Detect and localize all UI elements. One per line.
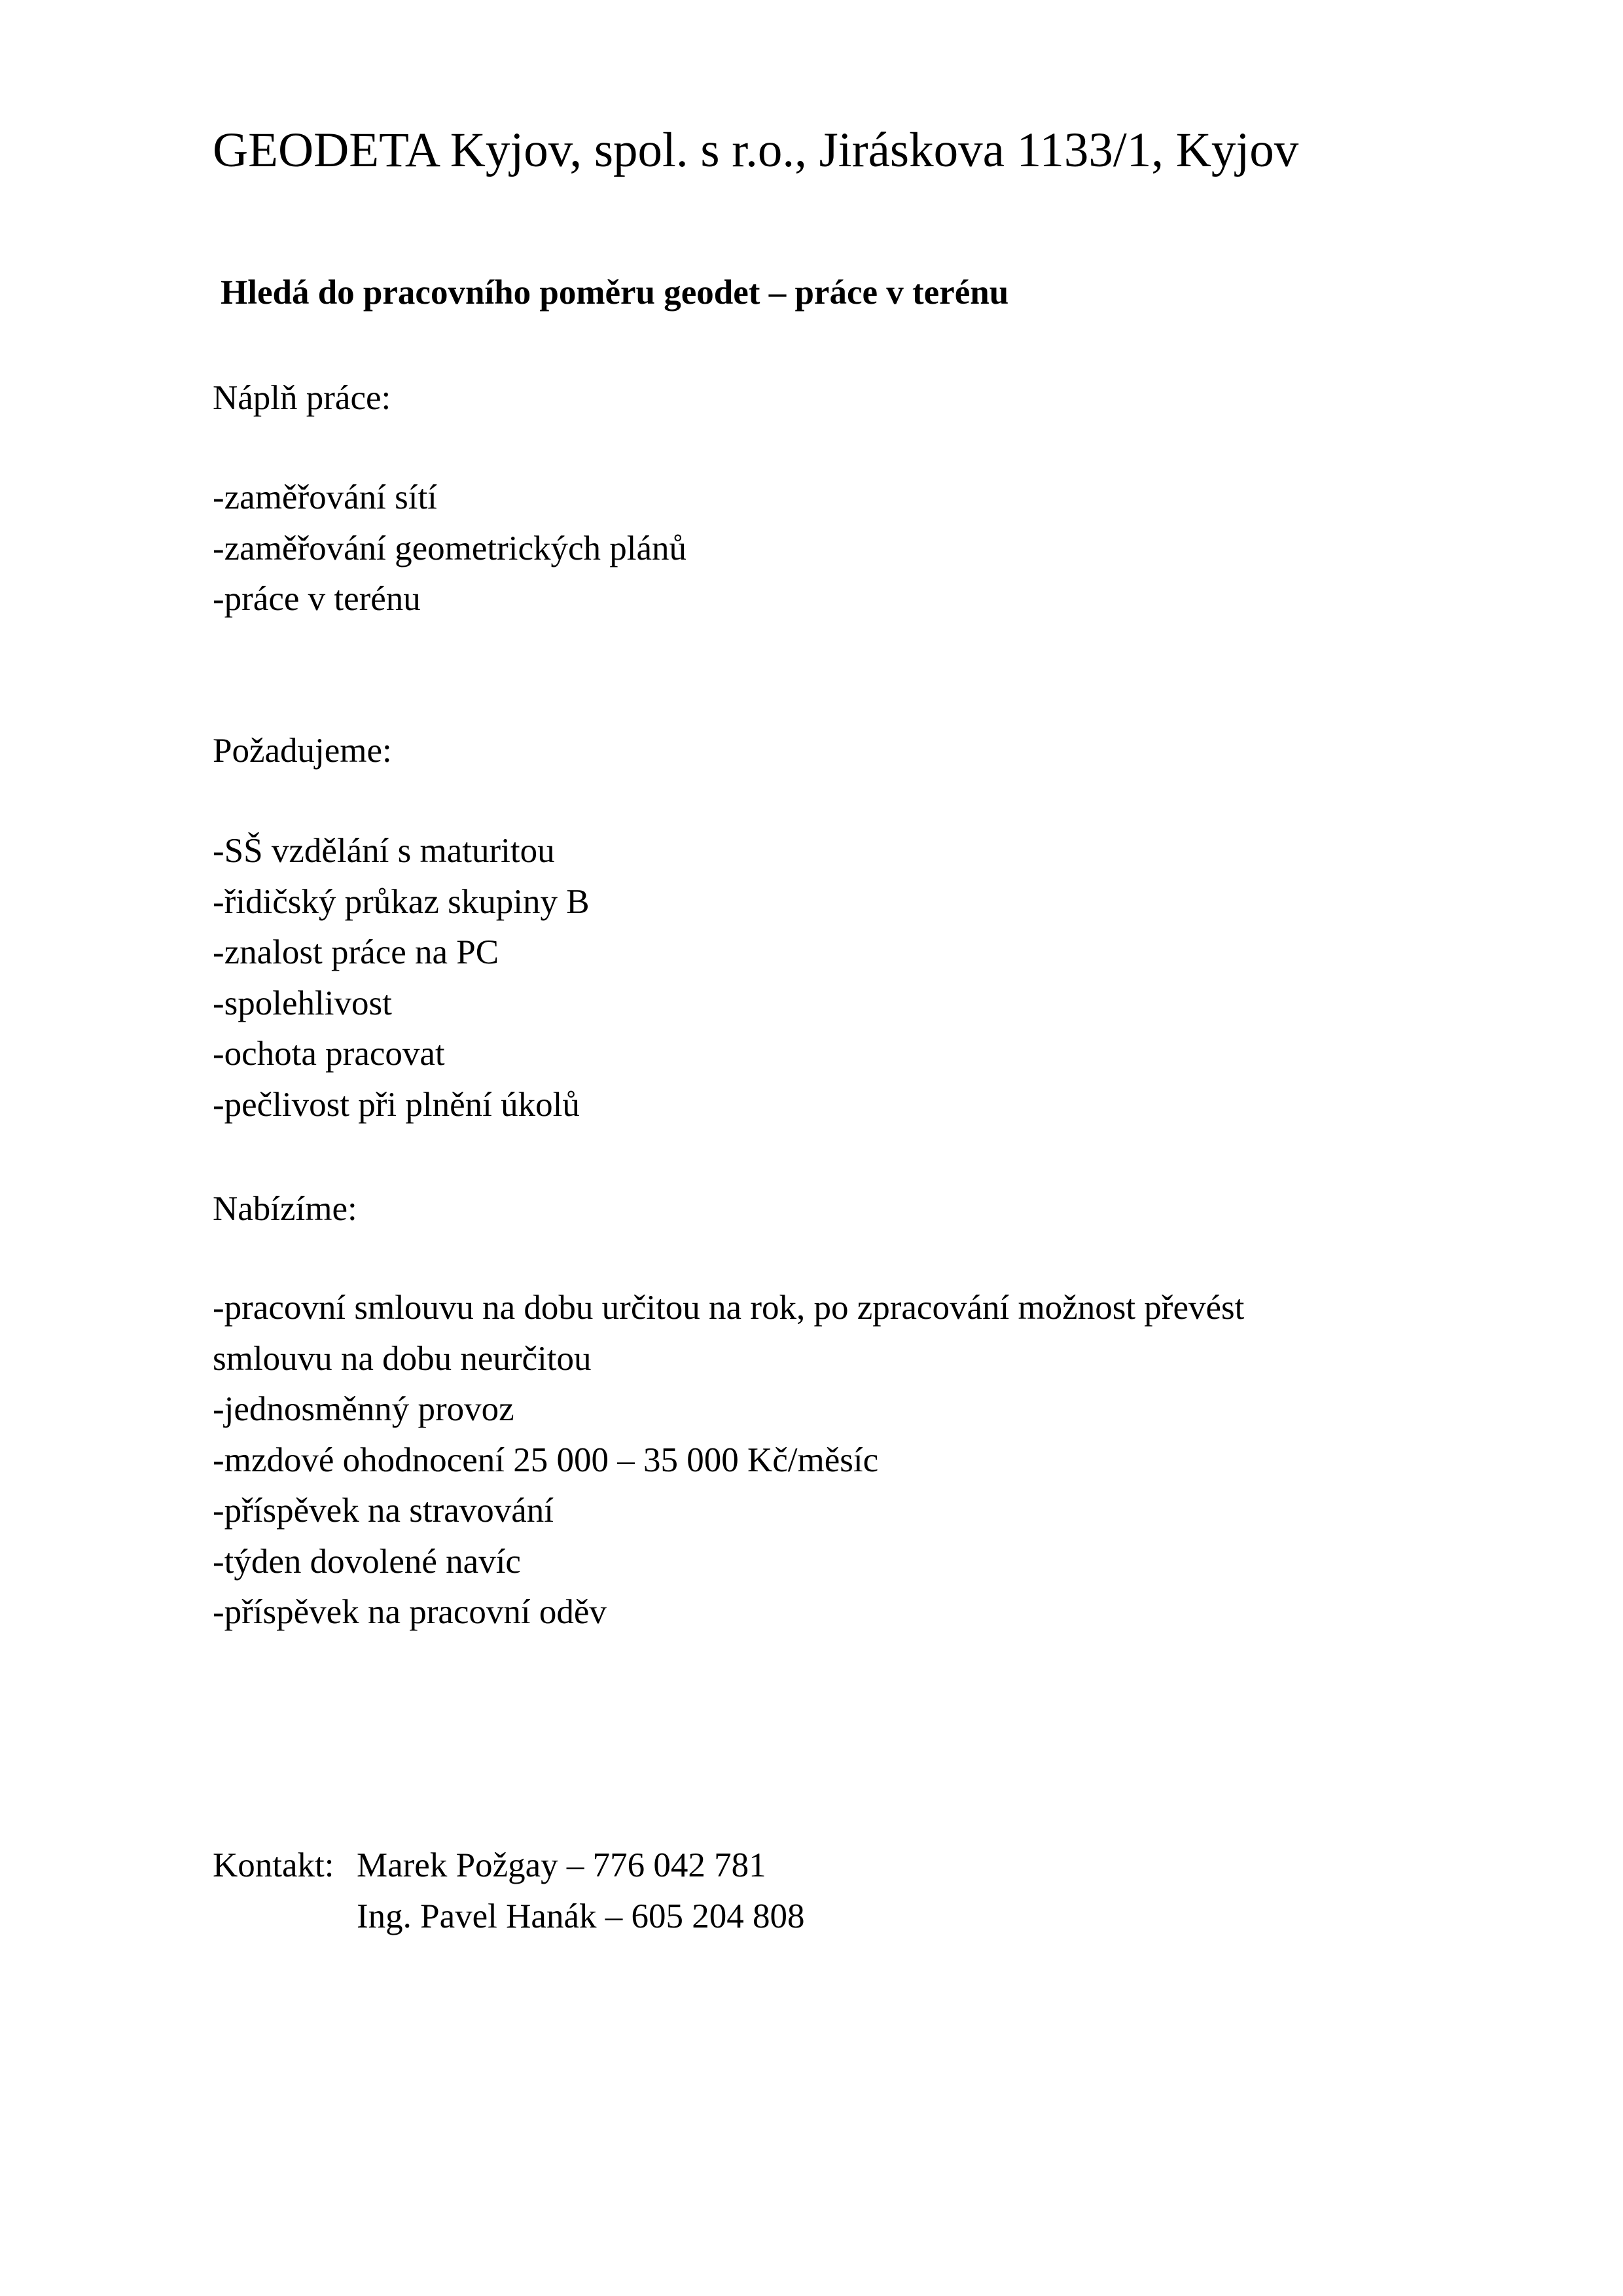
section-title-offer: Nabízíme: bbox=[213, 1190, 357, 1228]
job-headline: Hledá do pracovního poměru geodet – práce v terénu bbox=[221, 274, 1009, 312]
list-item: -ochota pracovat bbox=[213, 1035, 445, 1073]
list-item: smlouvu na dobu neurčitou bbox=[213, 1339, 592, 1378]
contact-person: Ing. Pavel Hanák – 605 204 808 bbox=[357, 1897, 805, 1935]
list-item: -příspěvek na stravování bbox=[213, 1492, 554, 1530]
list-item: -jednosměnný provoz bbox=[213, 1390, 514, 1428]
section-title-job-content: Náplň práce: bbox=[213, 379, 391, 417]
requirements-list bbox=[213, 826, 590, 1130]
contact-row bbox=[213, 1840, 804, 1892]
contact-person: Marek Požgay – 776 042 781 bbox=[357, 1846, 766, 1884]
contact-row bbox=[213, 1892, 804, 1943]
contact-block bbox=[213, 1840, 804, 1942]
contact-label: Kontakt: bbox=[213, 1846, 334, 1884]
list-item: -pracovní smlouvu na dobu určitou na rok, po zpracování možnost převést bbox=[213, 1289, 1245, 1327]
list-item: -řidičský průkaz skupiny B bbox=[213, 882, 590, 921]
list-item: -spolehlivost bbox=[213, 984, 392, 1022]
list-item: -pečlivost při plnění úkolů bbox=[213, 1085, 580, 1124]
list-item: -mzdové ohodnocení 25 000 – 35 000 Kč/měsíc bbox=[213, 1441, 879, 1479]
job-content-list bbox=[213, 473, 687, 625]
list-item: -příspěvek na pracovní oděv bbox=[213, 1593, 607, 1631]
section-title-requirements: Požadujeme: bbox=[213, 732, 392, 770]
list-item: -týden dovolené navíc bbox=[213, 1542, 521, 1581]
list-item: -zaměřování sítí bbox=[213, 478, 437, 516]
offer-list bbox=[213, 1283, 1244, 1638]
list-item: -SŠ vzdělání s maturitou bbox=[213, 832, 555, 870]
list-item: -práce v terénu bbox=[213, 580, 421, 618]
company-header: GEODETA Kyjov, spol. s r.o., Jiráskova 1133/1, Kyjov bbox=[213, 123, 1299, 177]
list-item: -zaměřování geometrických plánů bbox=[213, 529, 687, 567]
list-item: -znalost práce na PC bbox=[213, 933, 499, 971]
